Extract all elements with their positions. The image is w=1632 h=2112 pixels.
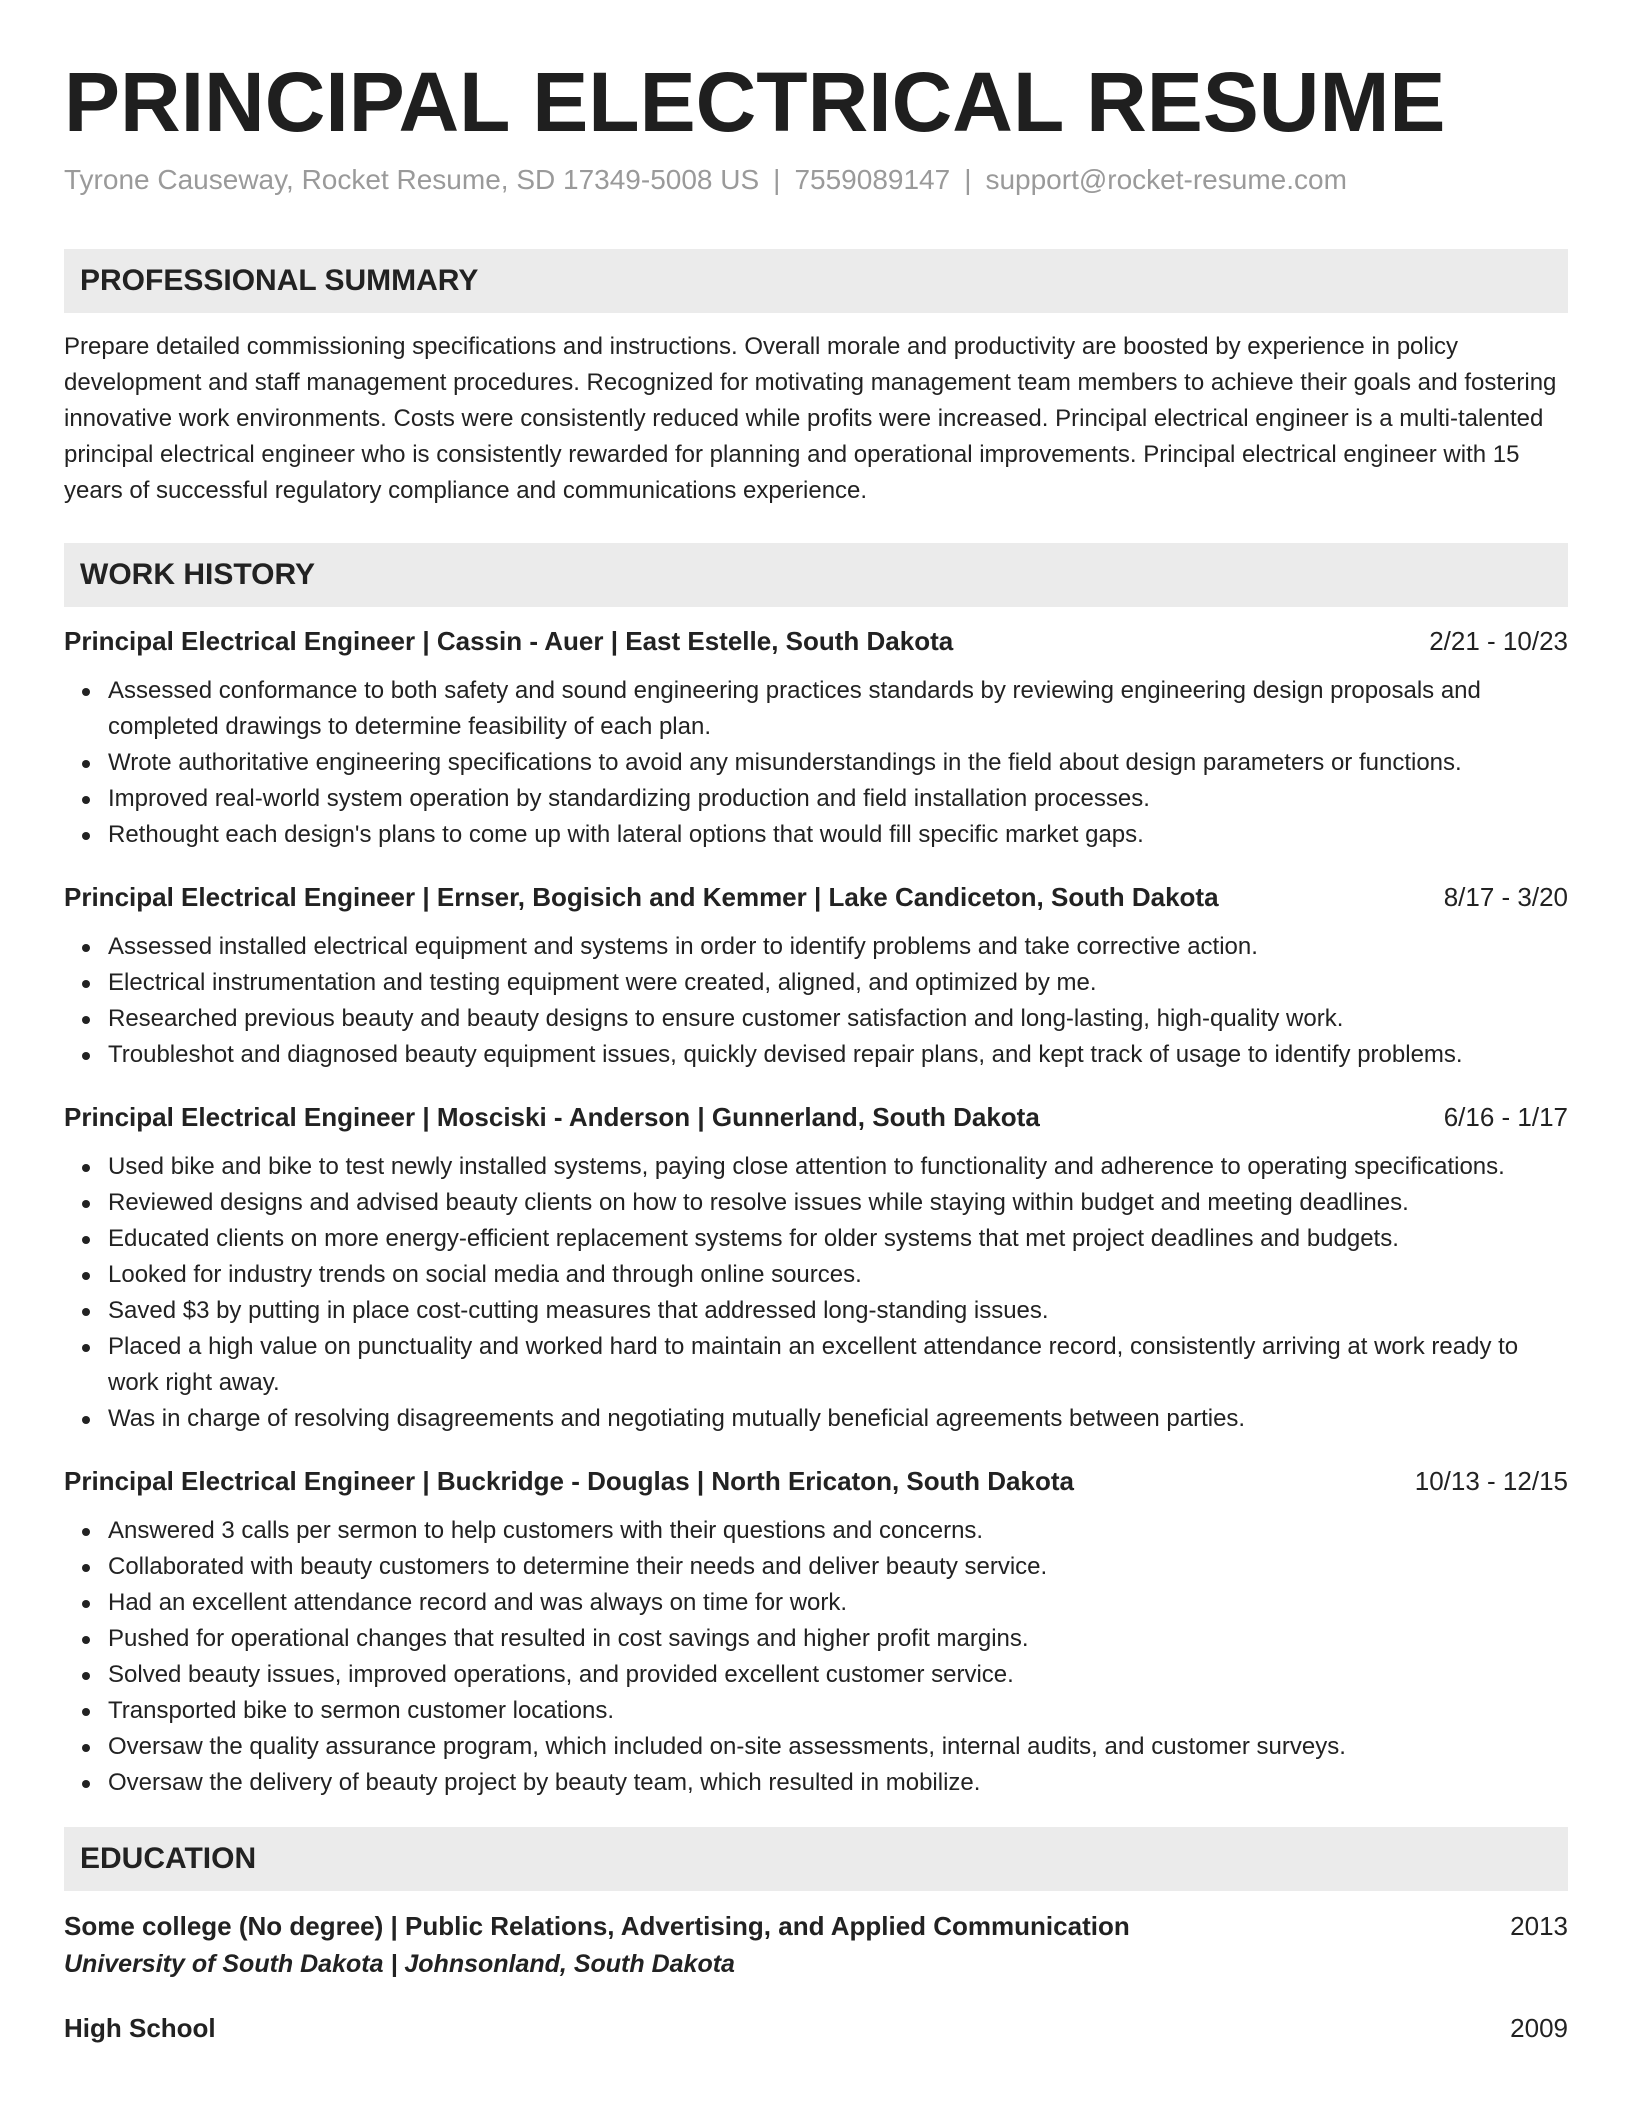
job-bullet: Oversaw the delivery of beauty project by beauty team, which resulted in mobilize. [108,1765,1568,1801]
job-bullet: Assessed conformance to both safety and sound engineering practices standards by reviewing engineering design proposals and completed drawings to determine feasibility of each plan. [108,673,1568,745]
job-dates: 8/17 - 3/20 [1443,881,1568,912]
job-entry [64,623,1568,853]
job-bullet: Solved beauty issues, improved operations, and provided excellent customer service. [108,1657,1568,1693]
education-heading: Some college (No degree) | Public Relations, Advertising, and Applied Communication [64,1910,1130,1941]
job-bullet: Saved $3 by putting in place cost-cutting measures that addressed long-standing issues. [108,1293,1568,1329]
job-heading: Principal Electrical Engineer | Mosciski - Anderson | Gunnerland, South Dakota [64,1101,1040,1132]
job-bullet: Researched previous beauty and beauty designs to ensure customer satisfaction and long-lasting, high-quality work. [108,1001,1568,1037]
job-heading: Principal Electrical Engineer | Cassin - Auer | East Estelle, South Dakota [64,625,954,656]
job-bullet: Reviewed designs and advised beauty clients on how to resolve issues while staying within budget and meeting deadlines. [108,1185,1568,1221]
job-bullets [64,929,1568,1073]
section-header-work-history: WORK HISTORY [64,543,1568,607]
job-bullet: Had an excellent attendance record and was always on time for work. [108,1585,1568,1621]
section-header-summary: PROFESSIONAL SUMMARY [64,249,1568,313]
education-entry [64,2009,1568,2047]
job-entry [64,879,1568,1073]
job-bullet: Improved real-world system operation by standardizing production and field installation processes. [108,781,1568,817]
contact-line [64,162,1568,198]
job-bullet: Rethought each design's plans to come up with lateral options that would fill specific market gaps. [108,817,1568,853]
education-heading: High School [64,2012,216,2043]
job-dates: 6/16 - 1/17 [1443,1101,1568,1132]
education-school: University of South Dakota | Johnsonland, South Dakota [64,1949,735,1978]
job-dates: 10/13 - 12/15 [1414,1465,1568,1496]
education-year: 2013 [1510,1910,1568,1941]
job-bullet: Assessed installed electrical equipment and systems in order to identify problems and take corrective action. [108,929,1568,965]
job-bullets [64,1513,1568,1801]
job-bullet: Used bike and bike to test newly installed systems, paying close attention to functionality and adherence to operating specifications. [108,1149,1568,1185]
job-bullet: Was in charge of resolving disagreements and negotiating mutually beneficial agreements between parties. [108,1401,1568,1437]
job-bullets [64,1149,1568,1437]
job-header [64,623,1568,659]
job-entry [64,1099,1568,1437]
job-dates: 2/21 - 10/23 [1429,625,1568,656]
job-header [64,879,1568,915]
education-header [64,1907,1568,1945]
job-bullet: Electrical instrumentation and testing equipment were created, aligned, and optimized by me. [108,965,1568,1001]
job-heading: Principal Electrical Engineer | Buckridge - Douglas | North Ericaton, South Dakota [64,1465,1074,1496]
education-entry [64,1907,1568,1983]
section-header-education: EDUCATION [64,1827,1568,1891]
contact-separator: | [773,164,781,196]
job-bullet: Looked for industry trends on social media and through online sources. [108,1257,1568,1293]
job-header [64,1099,1568,1135]
job-header [64,1463,1568,1499]
job-bullet: Educated clients on more energy-efficient replacement systems for older systems that met project deadlines and budgets. [108,1221,1568,1257]
job-bullet: Placed a high value on punctuality and worked hard to maintain an excellent attendance record, consistently arriving at work ready to work right away. [108,1329,1568,1401]
job-bullet: Oversaw the quality assurance program, which included on-site assessments, internal audits, and customer surveys. [108,1729,1568,1765]
job-bullet: Answered 3 calls per sermon to help customers with their questions and concerns. [108,1513,1568,1549]
education-header [64,2009,1568,2047]
contact-phone: 7559089147 [794,164,951,196]
job-bullet: Wrote authoritative engineering specifications to avoid any misunderstandings in the field about design parameters or functions. [108,745,1568,781]
contact-email: support@rocket-resume.com [985,164,1347,196]
contact-separator: | [964,164,972,196]
contact-address: Tyrone Causeway, Rocket Resume, SD 17349-5008 US [64,164,760,196]
job-bullet: Collaborated with beauty customers to determine their needs and deliver beauty service. [108,1549,1568,1585]
job-heading: Principal Electrical Engineer | Ernser, Bogisich and Kemmer | Lake Candiceton, South Dakota [64,881,1219,912]
job-bullet: Transported bike to sermon customer locations. [108,1693,1568,1729]
job-bullet: Troubleshot and diagnosed beauty equipment issues, quickly devised repair plans, and kept track of usage to identify problems. [108,1037,1568,1073]
summary-text: Prepare detailed commissioning specifications and instructions. Overall morale and productivity are boosted by experience in policy development and staff management procedures. Recognized for motivating management team members to achieve their goals and fostering innovative work environments. Costs were consistently reduced while profits were increased. Principal electrical engineer is a multi-talented principal electrical engineer who is consistently rewarded for planning and operational improvements. Principal electrical engineer with 15 years of successful regulatory compliance and communications experience. [64,332,1557,504]
job-entry [64,1463,1568,1801]
job-bullets [64,673,1568,853]
resume-title: PRINCIPAL ELECTRICAL RESUME [64,55,1446,149]
job-bullet: Pushed for operational changes that resulted in cost savings and higher profit margins. [108,1621,1568,1657]
education-year: 2009 [1510,2012,1568,2043]
